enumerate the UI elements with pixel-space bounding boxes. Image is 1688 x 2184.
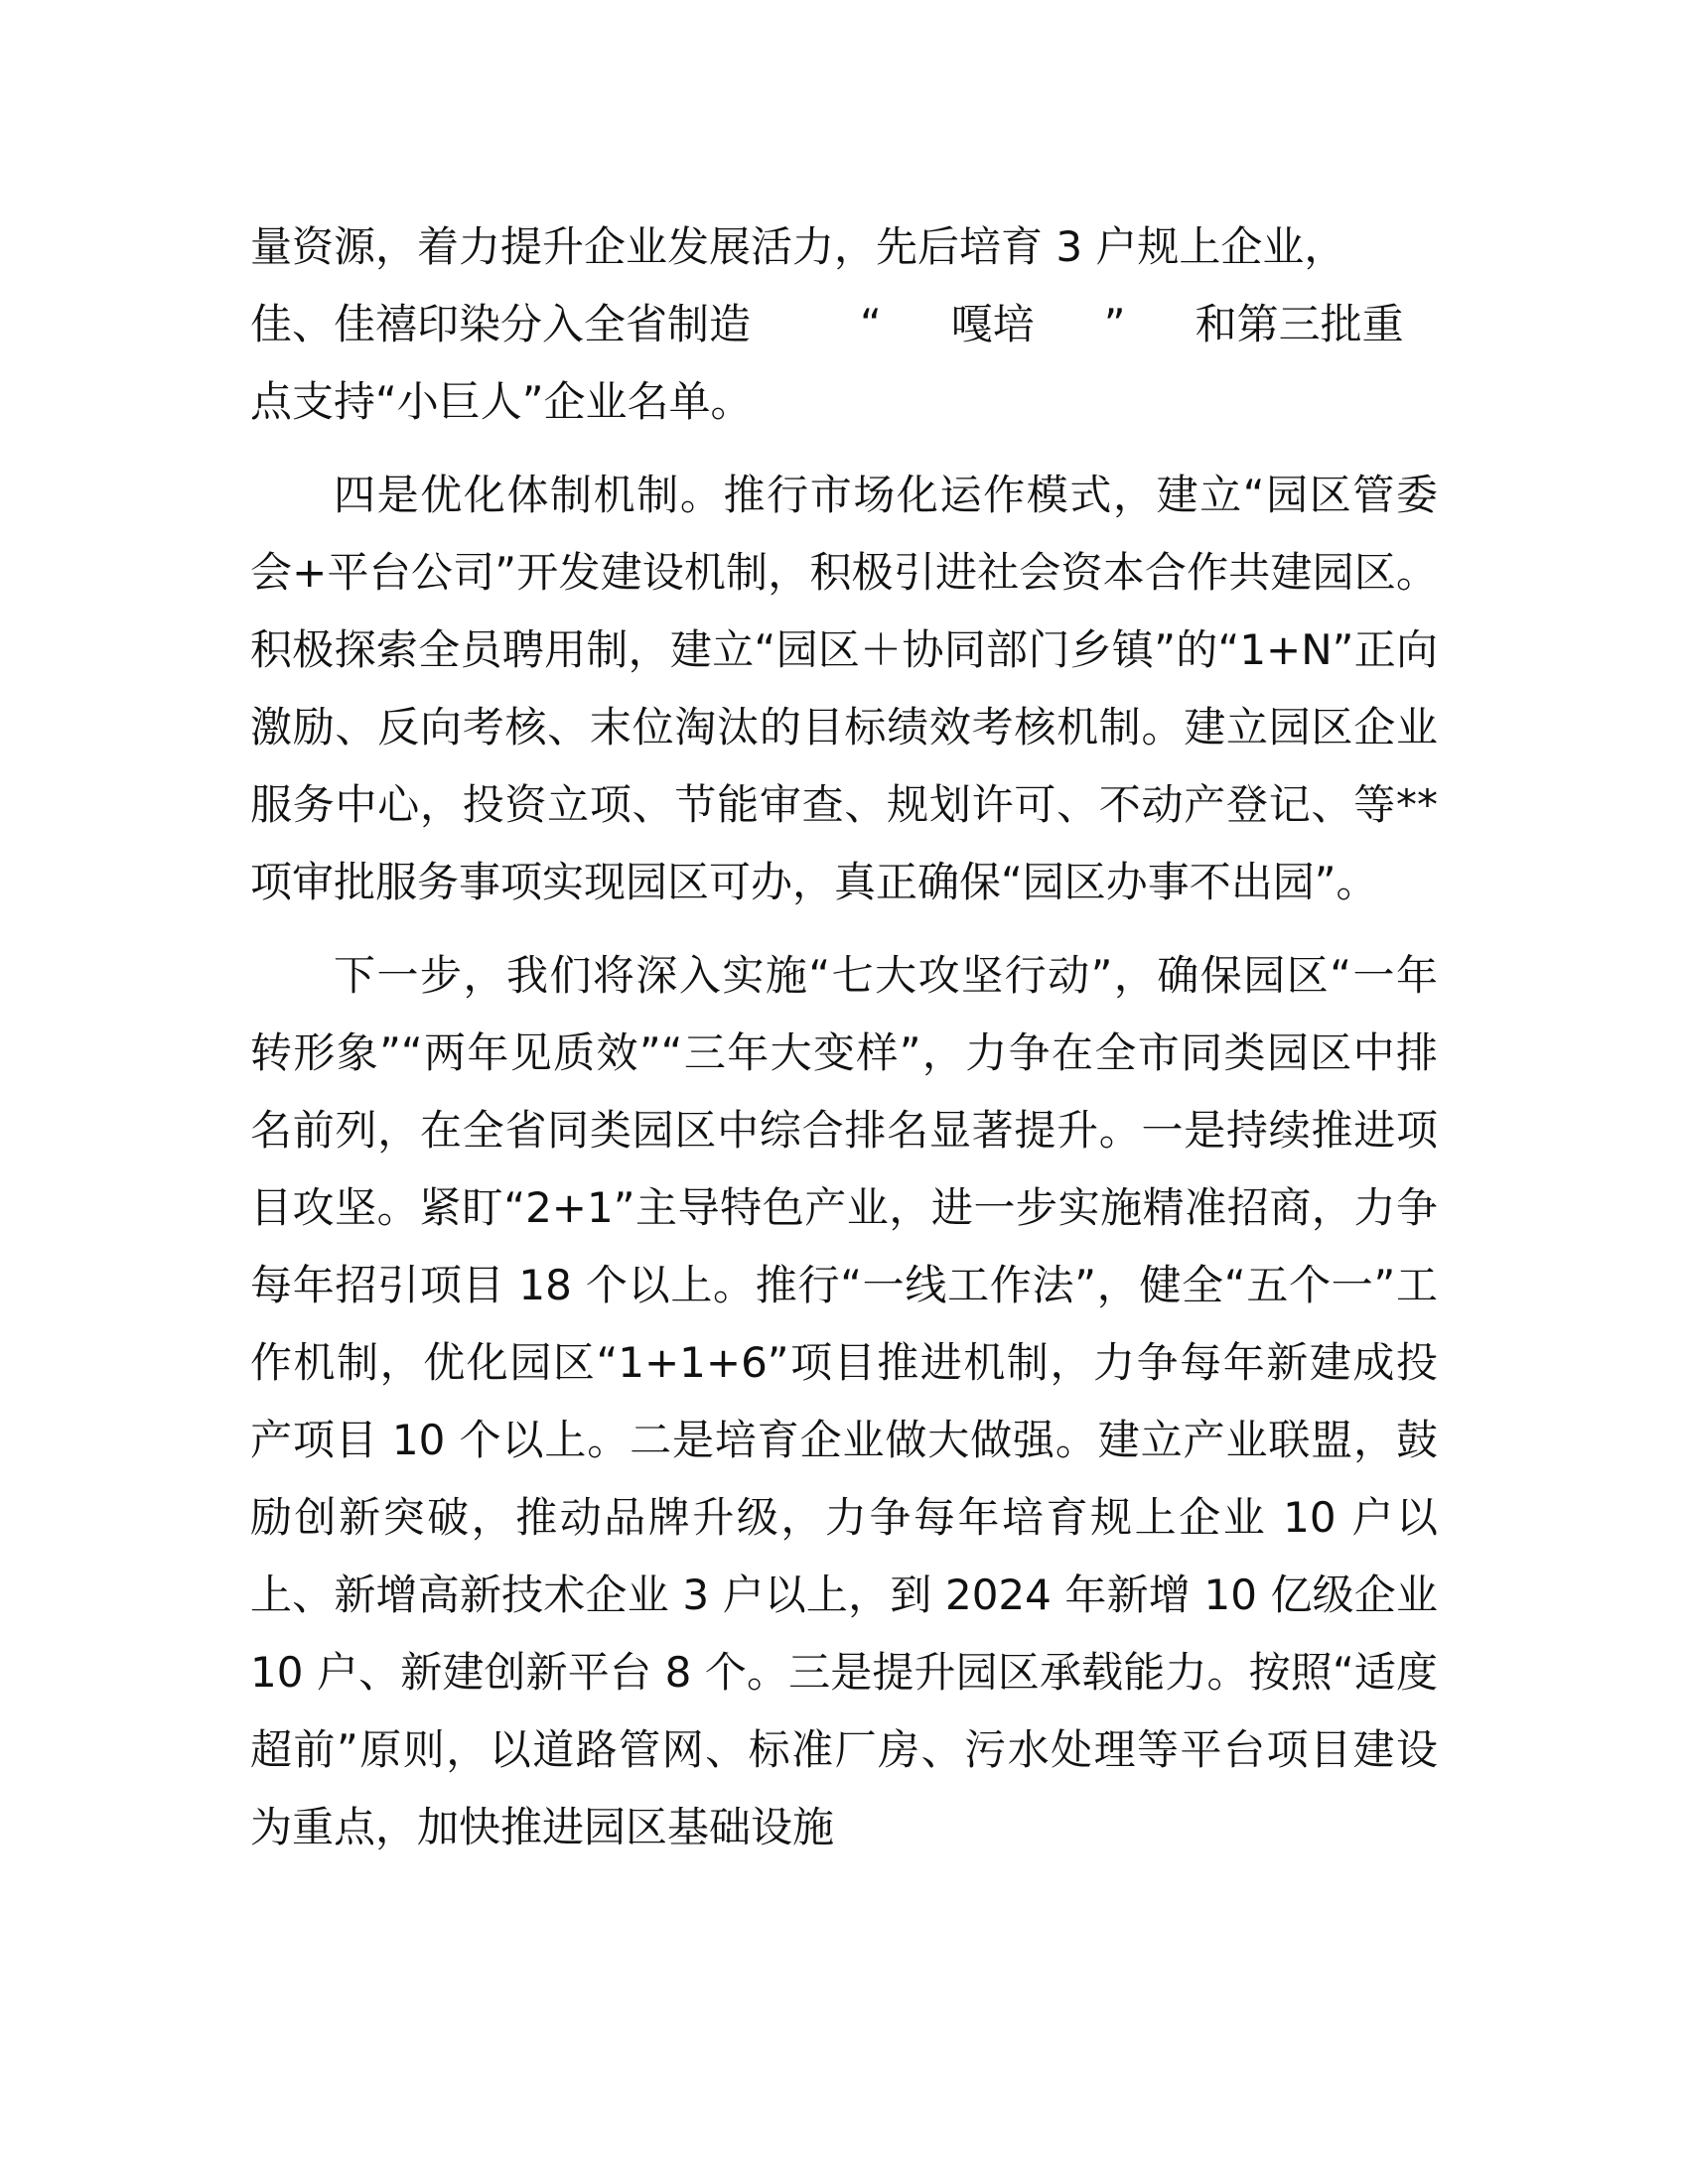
paragraph-system-reform: 四是优化体制机制。推行市场化运作模式，建立“园区管委会+平台公司”开发建设机制，积极引进社会资本合作共建园区。积极探索全员聘用制，建立“园区＋协同部门乡镇”的“1+N”正向激励、反向考核、末位淘汰的目标绩效考核机制。建立园区企业服务中心，投资立项、节能审查、规划许可、不动产登记、等**项审批服务事项实现园区可办，真正确保“园区办事不出园”。 bbox=[250, 471, 1438, 906]
paragraph-next-steps: 下一步，我们将深入实施“七大攻坚行动”，确保园区“一年转形象”“两年见质效”“三年大变样”，力争在全市同类园区中排名前列，在全省同类园区中综合排名显著提升。一是持续推进项目攻坚。紧盯“2+1”主导特色产业，进一步实施精准招商，力争每年招引项目 18 个以上。推行“一线工作法”，健全“五个一”工作机制，优化园区“1+1+6”项目推进机制，力争每年新建成投产项目 10 个以上。二是培育企业做大做强。建立产业联盟，鼓励创新突破，推动品牌升级，力争每年培育规上企业 10 户以上、新增高新技术企业 3 户以上，到 2024 年新增 10 亿级企业 10 户、新建创新平台 8 个。三是提升园区承载能力。按照“适度超前”原则，以道路管网、标准厂房、污水处理等平台项目建设为重点，加快推进园区基础设施 bbox=[250, 951, 1438, 1851]
text-line bbox=[250, 286, 1438, 363]
paragraph-continued bbox=[250, 208, 1438, 441]
text-fragment: 佳、佳禧印染分入全省制造 bbox=[250, 300, 752, 348]
text-fragment: 和第三批重 bbox=[1195, 300, 1404, 348]
text-line: 量资源，着力提升企业发展活力，先后培育 3 户规上企业， bbox=[250, 222, 1346, 271]
document-body bbox=[250, 208, 1438, 1866]
quote-mark: ” bbox=[1103, 300, 1126, 348]
text-fragment: 嘎培 bbox=[950, 300, 1035, 348]
quote-mark: “ bbox=[860, 300, 882, 348]
text-line: 点支持“小巨人”企业名单。 bbox=[250, 377, 753, 426]
